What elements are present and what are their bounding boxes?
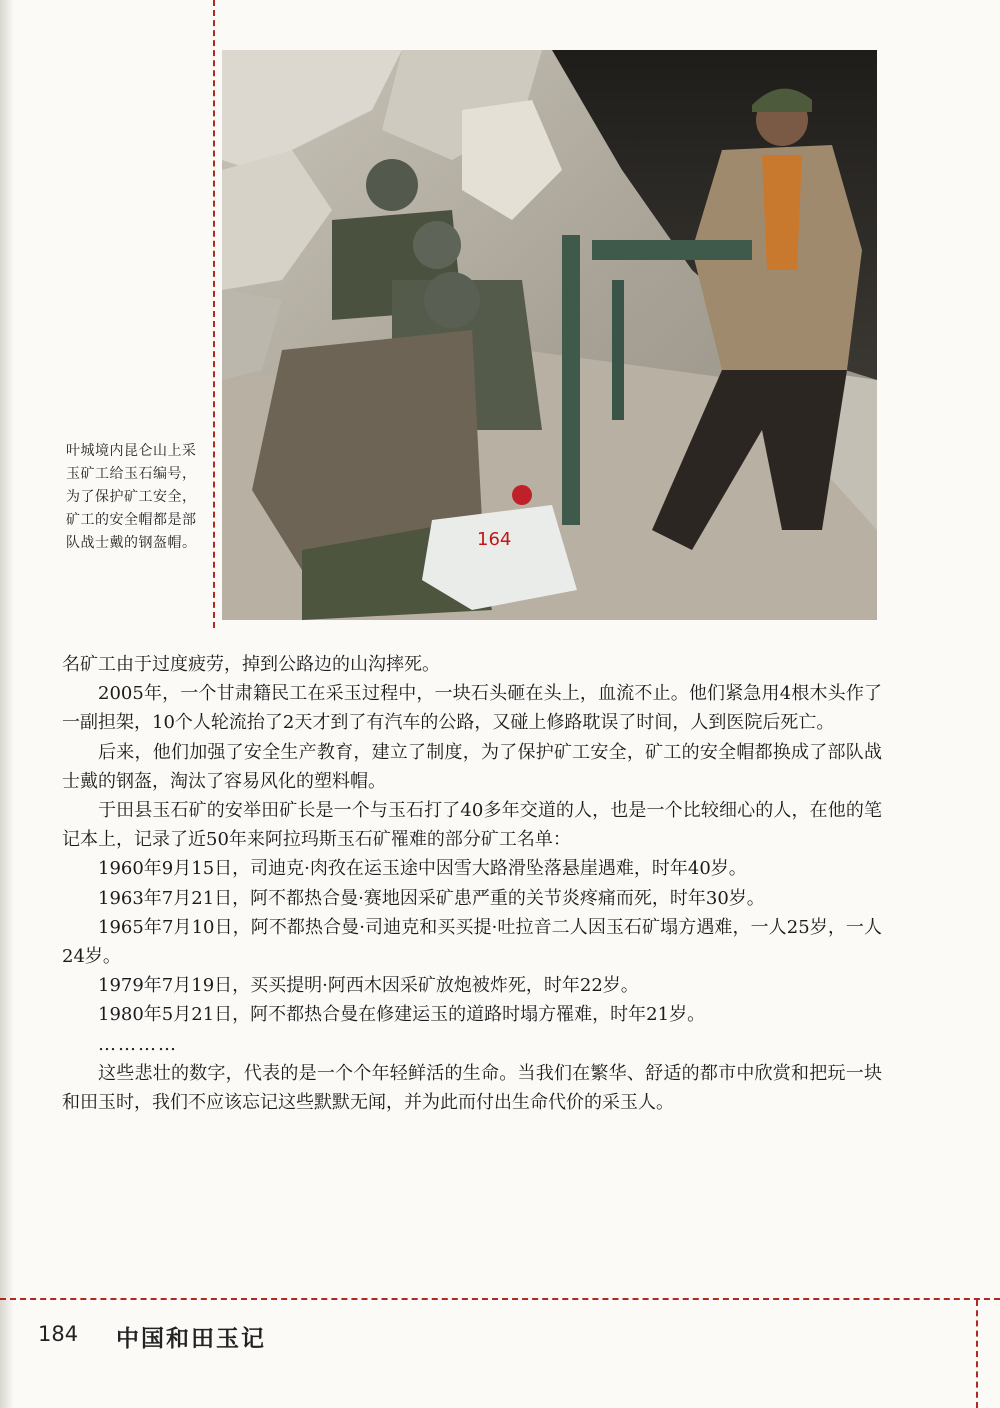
ellipsis: ………… (98, 1033, 178, 1055)
footer-corner-dashed-rule (976, 1300, 978, 1408)
footer-dashed-rule (0, 1298, 1000, 1300)
paragraph: 这些悲壮的数字，代表的是一个个年轻鲜活的生命。当我们在繁华、舒适的都市中欣赏和把玩一块和田玉时，我们不应该忘记这些默默无闻，并为此而付出生命代价的采玉人。 (62, 1062, 882, 1114)
list-item: 1979年7月19日，买买提明·阿西木因采矿放炮被炸死，时年22岁。 (98, 975, 639, 997)
paragraph: 于田县玉石矿的安举田矿长是一个与玉石打了40多年交道的人，也是一个比较细心的人，在他的笔记本上，记录了近50年来阿拉玛斯玉石矿罹难的部分矿工名单： (62, 800, 882, 851)
page-binding-shadow (0, 0, 14, 1408)
body-text (62, 650, 882, 1117)
photo-caption: 叶城境内昆仑山上采玉矿工给玉石编号，为了保护矿工安全，矿工的安全帽都是部队战士戴的钢盔帽。 (66, 443, 197, 551)
jade-number-marking: 164 (477, 529, 512, 550)
mining-photo (222, 50, 877, 620)
book-title: 中国和田玉记 (116, 1326, 266, 1352)
list-item: 1963年7月21日，阿不都热合曼·赛地因采矿患严重的关节炎疼痛而死，时年30岁。 (98, 887, 765, 909)
list-item: 1960年9月15日，司迪克·肉孜在运玉途中因雪大路滑坠落悬崖遇难，时年40岁。 (98, 858, 747, 880)
paragraph: 后来，他们加强了安全生产教育，建立了制度，为了保护矿工安全，矿工的安全帽都换成了部队战士戴的钢盔，淘汰了容易风化的塑料帽。 (62, 741, 882, 792)
vertical-dashed-rule (213, 0, 215, 628)
list-item: 1980年5月21日，阿不都热合曼在修建运玉的道路时塌方罹难，时年21岁。 (98, 1004, 706, 1026)
list-item: 1965年7月10日，阿不都热合曼·司迪克和买买提·吐拉音二人因玉石矿塌方遇难，一人25岁，一人24岁。 (62, 916, 882, 968)
page-number: 184 (38, 1322, 79, 1346)
paragraph: 名矿工由于过度疲劳，掉到公路边的山沟摔死。 (62, 654, 440, 675)
paragraph: 2005年，一个甘肃籍民工在采玉过程中，一块石头砸在头上，血流不止。他们紧急用4根木头作了一副担架，10个人轮流抬了2天才到了有汽车的公路，又碰上修路耽误了时间，人到医院后死亡。 (62, 683, 882, 734)
